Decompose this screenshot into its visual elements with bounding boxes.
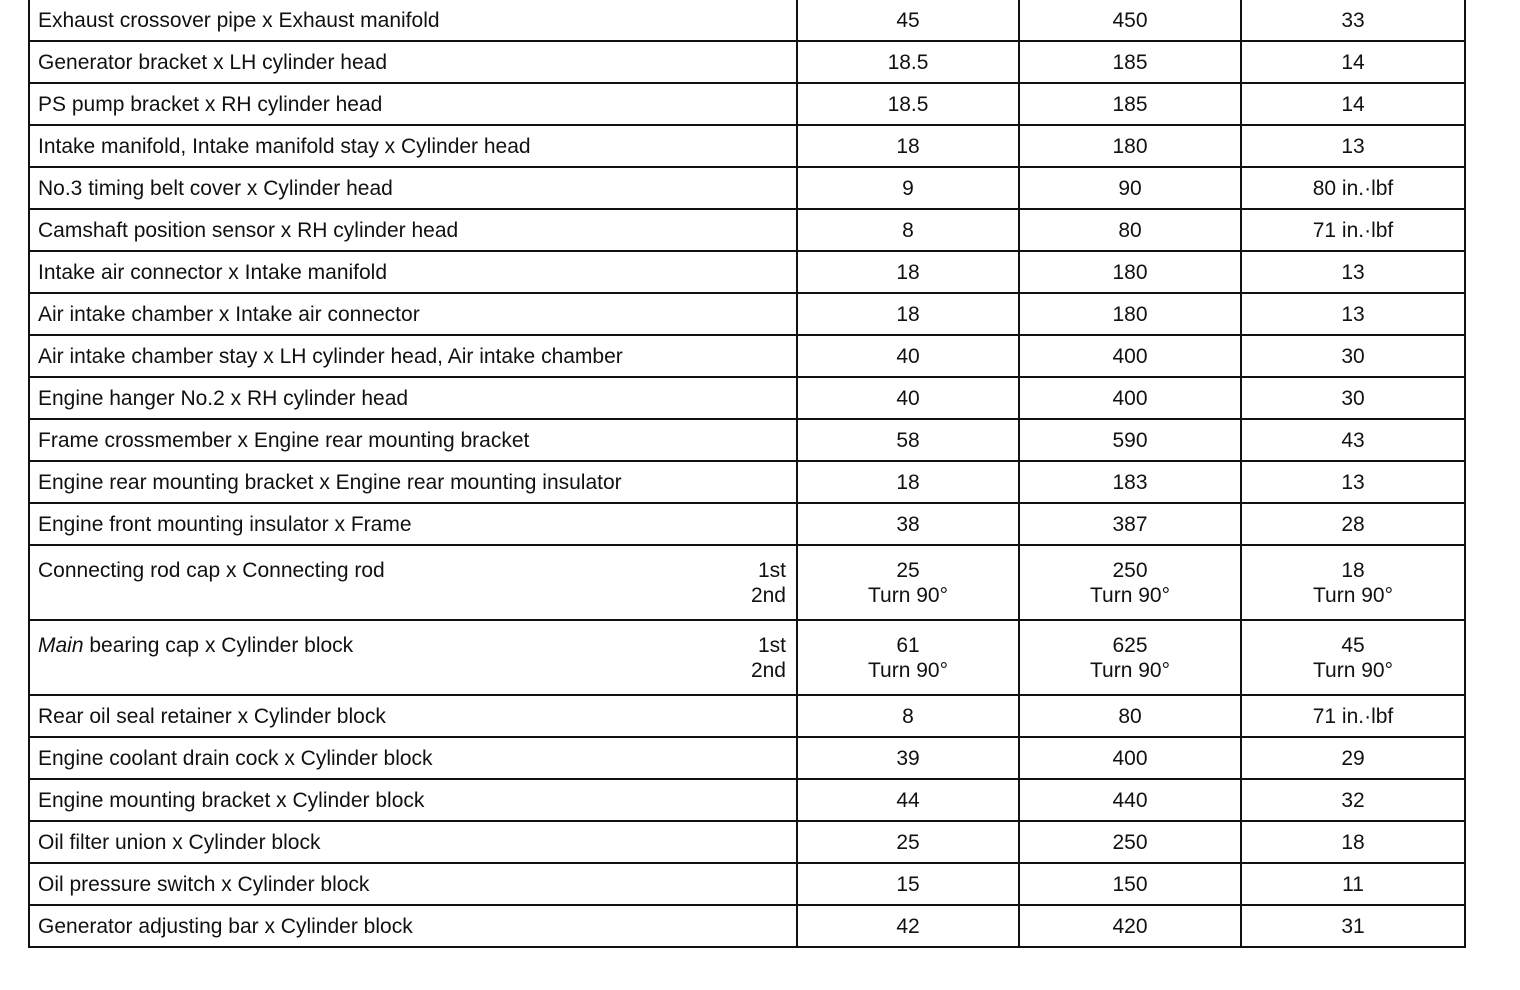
torque-nm-cell: 40 xyxy=(797,377,1019,419)
torque-kgfcm-cell: 80 xyxy=(1019,695,1241,737)
torque-kgfcm-cell: 420 xyxy=(1019,905,1241,947)
stage-1-label: 1st xyxy=(757,633,786,657)
part-name-cell: Engine coolant drain cock x Cylinder block xyxy=(29,737,797,779)
torque-ftlbf-cell: 11 xyxy=(1241,863,1465,905)
table-row xyxy=(29,779,1465,821)
torque-ftlbf-cell: 71 in.·lbf xyxy=(1241,209,1465,251)
part-name-cell: Engine hanger No.2 x RH cylinder head xyxy=(29,377,797,419)
torque-kgfcm-cell: 180 xyxy=(1019,125,1241,167)
table-row-two-stage xyxy=(29,545,1465,620)
torque-kgfcm-cell: 80 xyxy=(1019,209,1241,251)
torque-kgfcm-cell: 185 xyxy=(1019,41,1241,83)
table-row xyxy=(29,821,1465,863)
part-name-cell: Generator bracket x LH cylinder head xyxy=(29,41,797,83)
part-name-cell: Oil filter union x Cylinder block xyxy=(29,821,797,863)
torque-nm-cell: 39 xyxy=(797,737,1019,779)
torque-kgfcm-cell xyxy=(1019,545,1241,620)
table-row xyxy=(29,737,1465,779)
table-body xyxy=(29,0,1465,947)
stage-1-value: 45 xyxy=(1341,633,1365,657)
stage-1-value: 18 xyxy=(1341,558,1365,582)
torque-ftlbf-cell: 13 xyxy=(1241,293,1465,335)
torque-kgfcm-cell: 250 xyxy=(1019,821,1241,863)
torque-nm-cell: 18 xyxy=(797,251,1019,293)
torque-kgfcm-cell: 183 xyxy=(1019,461,1241,503)
torque-nm-cell: 18.5 xyxy=(797,83,1019,125)
table-row xyxy=(29,695,1465,737)
part-name-cell: Oil pressure switch x Cylinder block xyxy=(29,863,797,905)
torque-nm-cell xyxy=(797,545,1019,620)
torque-nm-cell: 18 xyxy=(797,125,1019,167)
table-row xyxy=(29,461,1465,503)
torque-ftlbf-cell: 32 xyxy=(1241,779,1465,821)
torque-nm-cell: 8 xyxy=(797,209,1019,251)
torque-ftlbf-cell: 14 xyxy=(1241,41,1465,83)
torque-nm-cell: 9 xyxy=(797,167,1019,209)
torque-nm-cell: 38 xyxy=(797,503,1019,545)
torque-ftlbf-cell xyxy=(1241,620,1465,695)
torque-nm-cell: 42 xyxy=(797,905,1019,947)
torque-ftlbf-cell: 33 xyxy=(1241,0,1465,41)
torque-ftlbf-cell: 30 xyxy=(1241,377,1465,419)
torque-kgfcm-cell: 400 xyxy=(1019,377,1241,419)
part-name xyxy=(38,633,353,658)
part-name-cell: Engine front mounting insulator x Frame xyxy=(29,503,797,545)
stage-1-value: 625 xyxy=(1112,633,1148,657)
part-name-cell: Intake air connector x Intake manifold xyxy=(29,251,797,293)
torque-nm-cell: 40 xyxy=(797,335,1019,377)
torque-kgfcm-cell: 387 xyxy=(1019,503,1241,545)
stage-2-label: 2nd xyxy=(750,583,786,607)
torque-ftlbf-cell: 71 in.·lbf xyxy=(1241,695,1465,737)
table-row xyxy=(29,125,1465,167)
table-row xyxy=(29,335,1465,377)
torque-ftlbf-cell xyxy=(1241,545,1465,620)
table-row xyxy=(29,503,1465,545)
torque-kgfcm-cell: 440 xyxy=(1019,779,1241,821)
torque-nm-cell: 58 xyxy=(797,419,1019,461)
torque-kgfcm-cell: 180 xyxy=(1019,251,1241,293)
table-row xyxy=(29,41,1465,83)
torque-nm-cell: 18 xyxy=(797,461,1019,503)
part-name-cell: Intake manifold, Intake manifold stay x Cylinder head xyxy=(29,125,797,167)
torque-nm-cell: 18 xyxy=(797,293,1019,335)
part-name: Connecting rod cap x Connecting rod xyxy=(38,558,385,582)
part-name-cell: Frame crossmember x Engine rear mounting bracket xyxy=(29,419,797,461)
torque-ftlbf-cell: 80 in.·lbf xyxy=(1241,167,1465,209)
part-name-cell: Air intake chamber x Intake air connector xyxy=(29,293,797,335)
part-name-cell: Rear oil seal retainer x Cylinder block xyxy=(29,695,797,737)
part-name-cell: No.3 timing belt cover x Cylinder head xyxy=(29,167,797,209)
torque-kgfcm-cell xyxy=(1019,620,1241,695)
table-row xyxy=(29,905,1465,947)
torque-ftlbf-cell: 13 xyxy=(1241,461,1465,503)
torque-ftlbf-cell: 31 xyxy=(1241,905,1465,947)
torque-kgfcm-cell: 450 xyxy=(1019,0,1241,41)
part-name-cell xyxy=(29,545,797,620)
torque-nm-cell: 8 xyxy=(797,695,1019,737)
torque-nm-cell: 25 xyxy=(797,821,1019,863)
stage-1-value: 250 xyxy=(1112,558,1148,582)
table-row xyxy=(29,83,1465,125)
stage-2-value: Turn 90° xyxy=(1313,658,1393,682)
torque-ftlbf-cell: 29 xyxy=(1241,737,1465,779)
torque-ftlbf-cell: 30 xyxy=(1241,335,1465,377)
torque-ftlbf-cell: 13 xyxy=(1241,125,1465,167)
stage-1-value: 25 xyxy=(896,558,920,582)
stage-2-value: Turn 90° xyxy=(1090,583,1170,607)
table-row xyxy=(29,0,1465,41)
table-row xyxy=(29,251,1465,293)
torque-ftlbf-cell: 18 xyxy=(1241,821,1465,863)
torque-kgfcm-cell: 400 xyxy=(1019,335,1241,377)
torque-kgfcm-cell: 180 xyxy=(1019,293,1241,335)
table-row xyxy=(29,209,1465,251)
table-row xyxy=(29,377,1465,419)
torque-nm-cell: 18.5 xyxy=(797,41,1019,83)
stage-2-value: Turn 90° xyxy=(868,583,948,607)
torque-ftlbf-cell: 14 xyxy=(1241,83,1465,125)
torque-kgfcm-cell: 150 xyxy=(1019,863,1241,905)
torque-spec-table xyxy=(28,0,1466,948)
torque-ftlbf-cell: 13 xyxy=(1241,251,1465,293)
torque-nm-cell: 45 xyxy=(797,0,1019,41)
torque-kgfcm-cell: 400 xyxy=(1019,737,1241,779)
torque-ftlbf-cell: 28 xyxy=(1241,503,1465,545)
part-name-prefix: Main xyxy=(38,633,84,657)
part-name-cell: Engine rear mounting bracket x Engine rear mounting insulator xyxy=(29,461,797,503)
part-name-cell: Engine mounting bracket x Cylinder block xyxy=(29,779,797,821)
table-row xyxy=(29,167,1465,209)
stage-labels xyxy=(751,633,786,683)
table-row xyxy=(29,419,1465,461)
stage-2-value: Turn 90° xyxy=(1090,658,1170,682)
torque-kgfcm-cell: 185 xyxy=(1019,83,1241,125)
stage-labels xyxy=(751,558,786,608)
torque-kgfcm-cell: 90 xyxy=(1019,167,1241,209)
table-row xyxy=(29,293,1465,335)
torque-nm-cell: 44 xyxy=(797,779,1019,821)
torque-kgfcm-cell: 590 xyxy=(1019,419,1241,461)
stage-2-value: Turn 90° xyxy=(868,658,948,682)
part-name-cell: PS pump bracket x RH cylinder head xyxy=(29,83,797,125)
part-name-cell: Generator adjusting bar x Cylinder block xyxy=(29,905,797,947)
stage-1-label: 1st xyxy=(757,558,786,582)
torque-nm-cell xyxy=(797,620,1019,695)
part-name-cell xyxy=(29,620,797,695)
table-row-two-stage xyxy=(29,620,1465,695)
stage-1-value: 61 xyxy=(896,633,920,657)
torque-nm-cell: 15 xyxy=(797,863,1019,905)
stage-2-label: 2nd xyxy=(750,658,786,682)
part-name-cell: Air intake chamber stay x LH cylinder head, Air intake chamber xyxy=(29,335,797,377)
table-row xyxy=(29,863,1465,905)
part-name-cell: Exhaust crossover pipe x Exhaust manifold xyxy=(29,0,797,41)
part-name-rest: bearing cap x Cylinder block xyxy=(83,633,354,657)
stage-2-value: Turn 90° xyxy=(1313,583,1393,607)
torque-ftlbf-cell: 43 xyxy=(1241,419,1465,461)
part-name-cell: Camshaft position sensor x RH cylinder head xyxy=(29,209,797,251)
